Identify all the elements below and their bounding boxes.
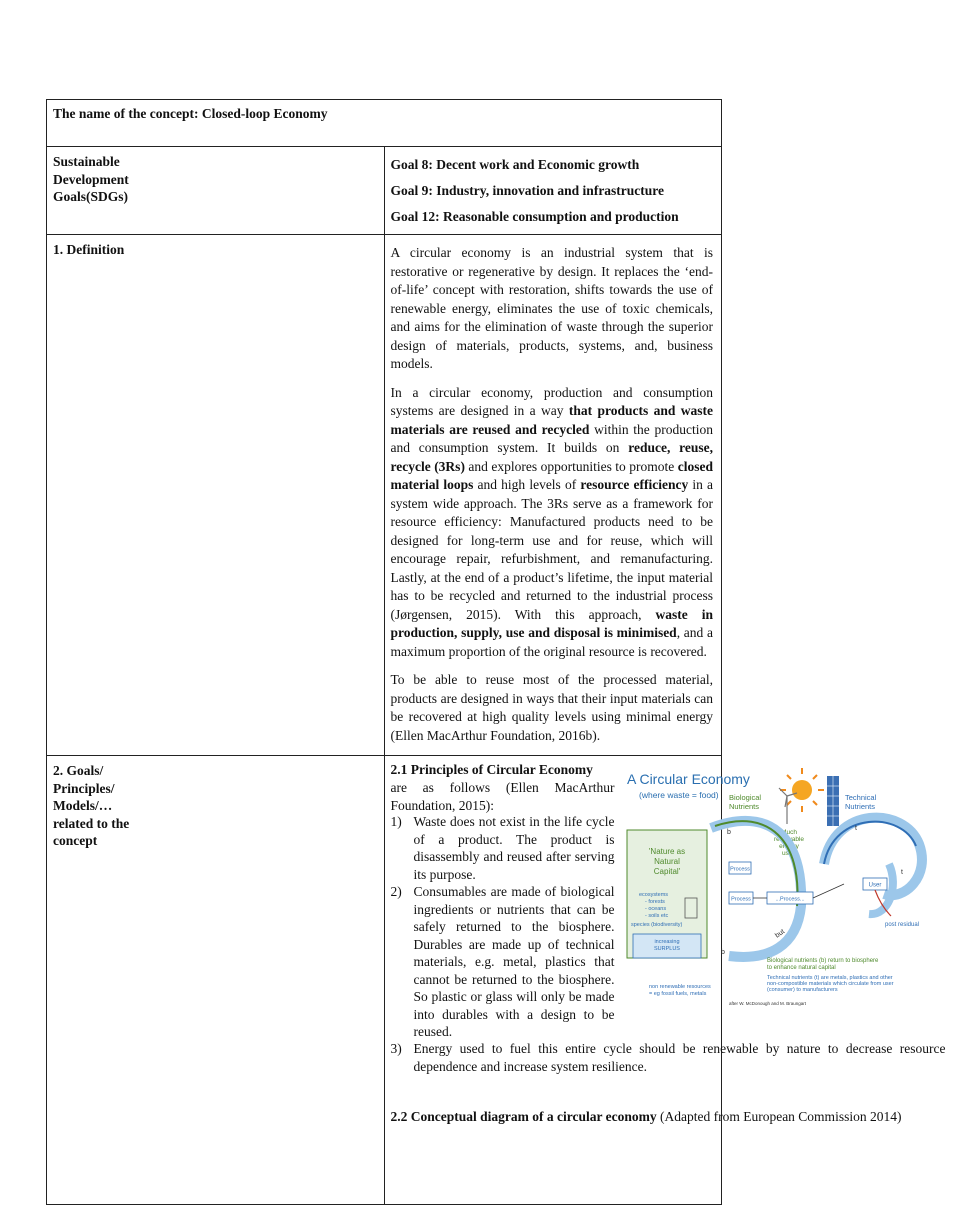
diagram-credit: after W. McDonough and M. Braungart [728,1001,806,1006]
principles-title: 2.1 Principles of Circular Economy [390,762,593,777]
concept-title: The name of the concept: Closed-loop Economy [47,100,722,147]
nonrenew-note-1: non renewable resources [648,984,711,990]
label-b-top: b [726,829,731,836]
bio-note-1: Biological nutrients (b) return to biosphere [766,958,878,964]
tech-note-2: non-compostible materials which circulate from user [766,981,894,987]
process-label-1: Process [729,866,750,873]
post-residual-label: post residual [884,922,919,928]
label-but: but [773,928,786,940]
goals-label: 2. Goals/ Principles/ Models/… related to the concept [53,763,130,848]
circular-economy-diagram [619,766,953,1006]
diagram-subtitle: (where waste = food) [638,790,719,800]
goal-9: Goal 9: Industry, innovation and infrastructure [390,183,665,198]
capital-label-1: 'Nature as [648,847,685,856]
biological-nutrients-label-1: Biological [728,793,761,802]
technical-nutrients-label-2: Nutrients [844,802,875,811]
energy-label-4: used [781,850,796,857]
label-b-bottom: b [720,949,725,956]
principle-item-1: 1) Waste does not exist in the life cycle of a product. The product is disassembly and reused after serving its purpose. [390,814,615,882]
sdg-label: Sustainable Development Goals(SDGs) [53,154,129,204]
wind-turbine-icon [779,788,797,824]
sdg-goals-cell [384,147,722,235]
nonrenew-note-2: = eg fossil fuels, metals [648,991,706,997]
definition-paragraph-1: A circular economy is an industrial system that is restorative or regenerative by design. It replaces the ‘end-of-life’ concept with restoration, shifts towards the use of renewable energy, eliminates the use of toxic chemicals, and aims for the elimination of waste through the superior design of materials, products, systems, and, business models. [390,245,713,371]
ecosystems-4: - soils etc [644,913,668,919]
goals-label-cell [47,756,385,1205]
energy-label-1: Much [780,829,797,836]
capital-label-2: Natural [653,857,680,866]
flow-arrow [813,884,844,898]
biological-nutrients-label-2: Nutrients [728,802,759,811]
diagram-title: A Circular Economy [626,771,750,787]
goal-12: Goal 12: Reasonable consumption and production [390,209,679,224]
surplus-label-1: increasing [653,939,680,945]
tech-note-1: Technical nutrients (t) are metals, plastics and other [766,975,893,981]
conceptual-diagram-caption: 2.2 Conceptual diagram of a circular economy (Adapted from European Commission 2014) [390,1109,902,1124]
biological-cycle-band [711,821,801,957]
ecosystems-3: - oceans [644,906,666,912]
capital-label-3: Capital' [653,867,680,876]
principle-item-3: 3) Energy used to fuel this entire cycle should be renewable by nature to decrease resource dependence and increase system resilience. [390,1041,946,1074]
definition-paragraph-3: To be able to reuse most of the processed material, products are designed in ways that their input materials can be recovered at high quality levels using minimal energy (Ellen MacArthur Foundation, 2016b). [390,672,713,743]
goal-8: Goal 8: Decent work and Economic growth [390,157,640,172]
concept-table [46,99,946,1205]
definition-label-cell [47,235,385,756]
process-label-3: ...Process... [774,896,805,903]
bio-note-2: to enhance natural capital [766,965,836,971]
goals-content [385,756,946,1204]
technical-nutrients-label-1: Technical [844,793,876,802]
sdg-label-cell [47,147,385,235]
ecosystems-2: - forests [644,899,665,905]
definition-label: 1. Definition [53,242,125,257]
principle-item-2: 2) Consumables are made of biological ingredients or nutrients that can be safely returned to the biosphere. Durables are made up of technical materials, e.g. metal, plastics that cannot be returned to the biosphere. So plastic or glass will only be made into durables with a design to be reused. [390,884,615,1039]
goals-cell [384,756,946,1205]
ecosystems-1: ecosystems [638,892,668,898]
energy-label-2: renewable [773,836,804,843]
process-label-2: Process [730,896,751,903]
energy-label-3: energy [778,843,799,850]
surplus-label-2: SURPLUS [653,946,680,952]
user-label: User [868,882,881,889]
tech-note-3: (consumer) to manufacturers [766,987,838,993]
solar-panel-icon [827,776,839,826]
ecosystems-5: species (biodiversity) [630,922,682,928]
definition-cell [384,235,722,756]
definition-paragraph-2: In a circular economy, production and consumption systems are designed in a way that products and waste materials are reused and recycled within the production and consumption system. It builds on reduce, reuse, recycle (3Rs) and explores opportunities to promote closed material loops and high levels of resource efficiency in a system wide approach. The 3Rs serve as a framework for resource efficiency: Manufactured products need to be designed for long-term use and for reuse, which will encourage repair, refurbishment, and remanufacturing. Lastly, at the end of a product’s lifetime, the input material has to be recycled and returned to the industrial process (Jørgensen, 2015). With this approach, waste in production, supply, use and disposal is minimised, and a maximum proportion of the original resource is recovered. [390,384,714,659]
label-t-top: t [854,825,857,832]
label-t-right: t [900,869,903,876]
principles-intro: are as follows (Ellen MacArthur Foundation, 2015): [390,780,615,813]
